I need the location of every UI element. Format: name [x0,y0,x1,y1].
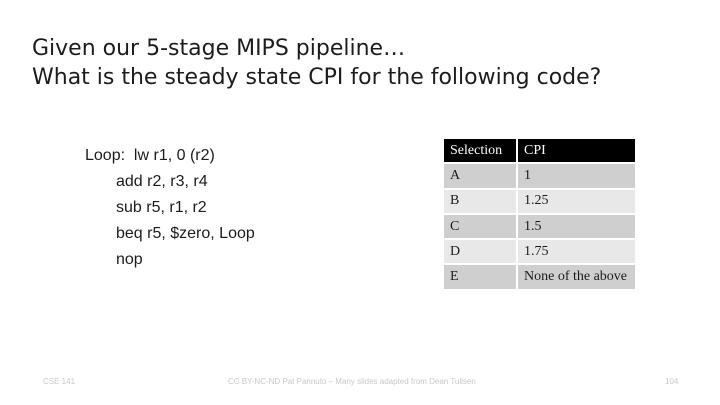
code-line-loop: Loop: lw r1, 0 (r2) [85,147,215,164]
cpi-cell: 1.5 [517,214,636,239]
cpi-cell: None of the above [517,264,636,289]
footer-course: CSE 141 [43,377,76,386]
selection-cell: A [443,163,517,188]
code-block [85,143,255,273]
title-line-2: What is the steady state CPI for the following code? [32,65,602,90]
cpi-cell: 1.25 [517,189,636,214]
selection-cell: B [443,189,517,214]
table-row [443,239,636,264]
selection-cell: E [443,264,517,289]
table-header-row [443,138,636,163]
table-row [443,214,636,239]
selection-cell: C [443,214,517,239]
header-selection: Selection [443,138,517,163]
code-line-add: add r2, r3, r4 [116,173,208,190]
cpi-cell: 1.75 [517,239,636,264]
footer-page-number: 104 [665,377,679,386]
table-row [443,264,636,289]
selection-cell: D [443,239,517,264]
table-row [443,163,636,188]
code-line-sub: sub r5, r1, r2 [116,199,207,216]
title-line-1: Given our 5-stage MIPS pipeline… [32,36,406,61]
code-line-beq: beq r5, $zero, Loop [116,225,255,242]
table-row [443,189,636,214]
header-cpi: CPI [517,138,636,163]
cpi-cell: 1 [517,163,636,188]
code-line-nop: nop [116,251,143,268]
answer-table [442,137,637,291]
footer-credit: CC BY-NC-ND Pat Pannuto – Many slides adapted from Dean Tullsen [228,377,476,386]
slide-title [32,34,601,92]
